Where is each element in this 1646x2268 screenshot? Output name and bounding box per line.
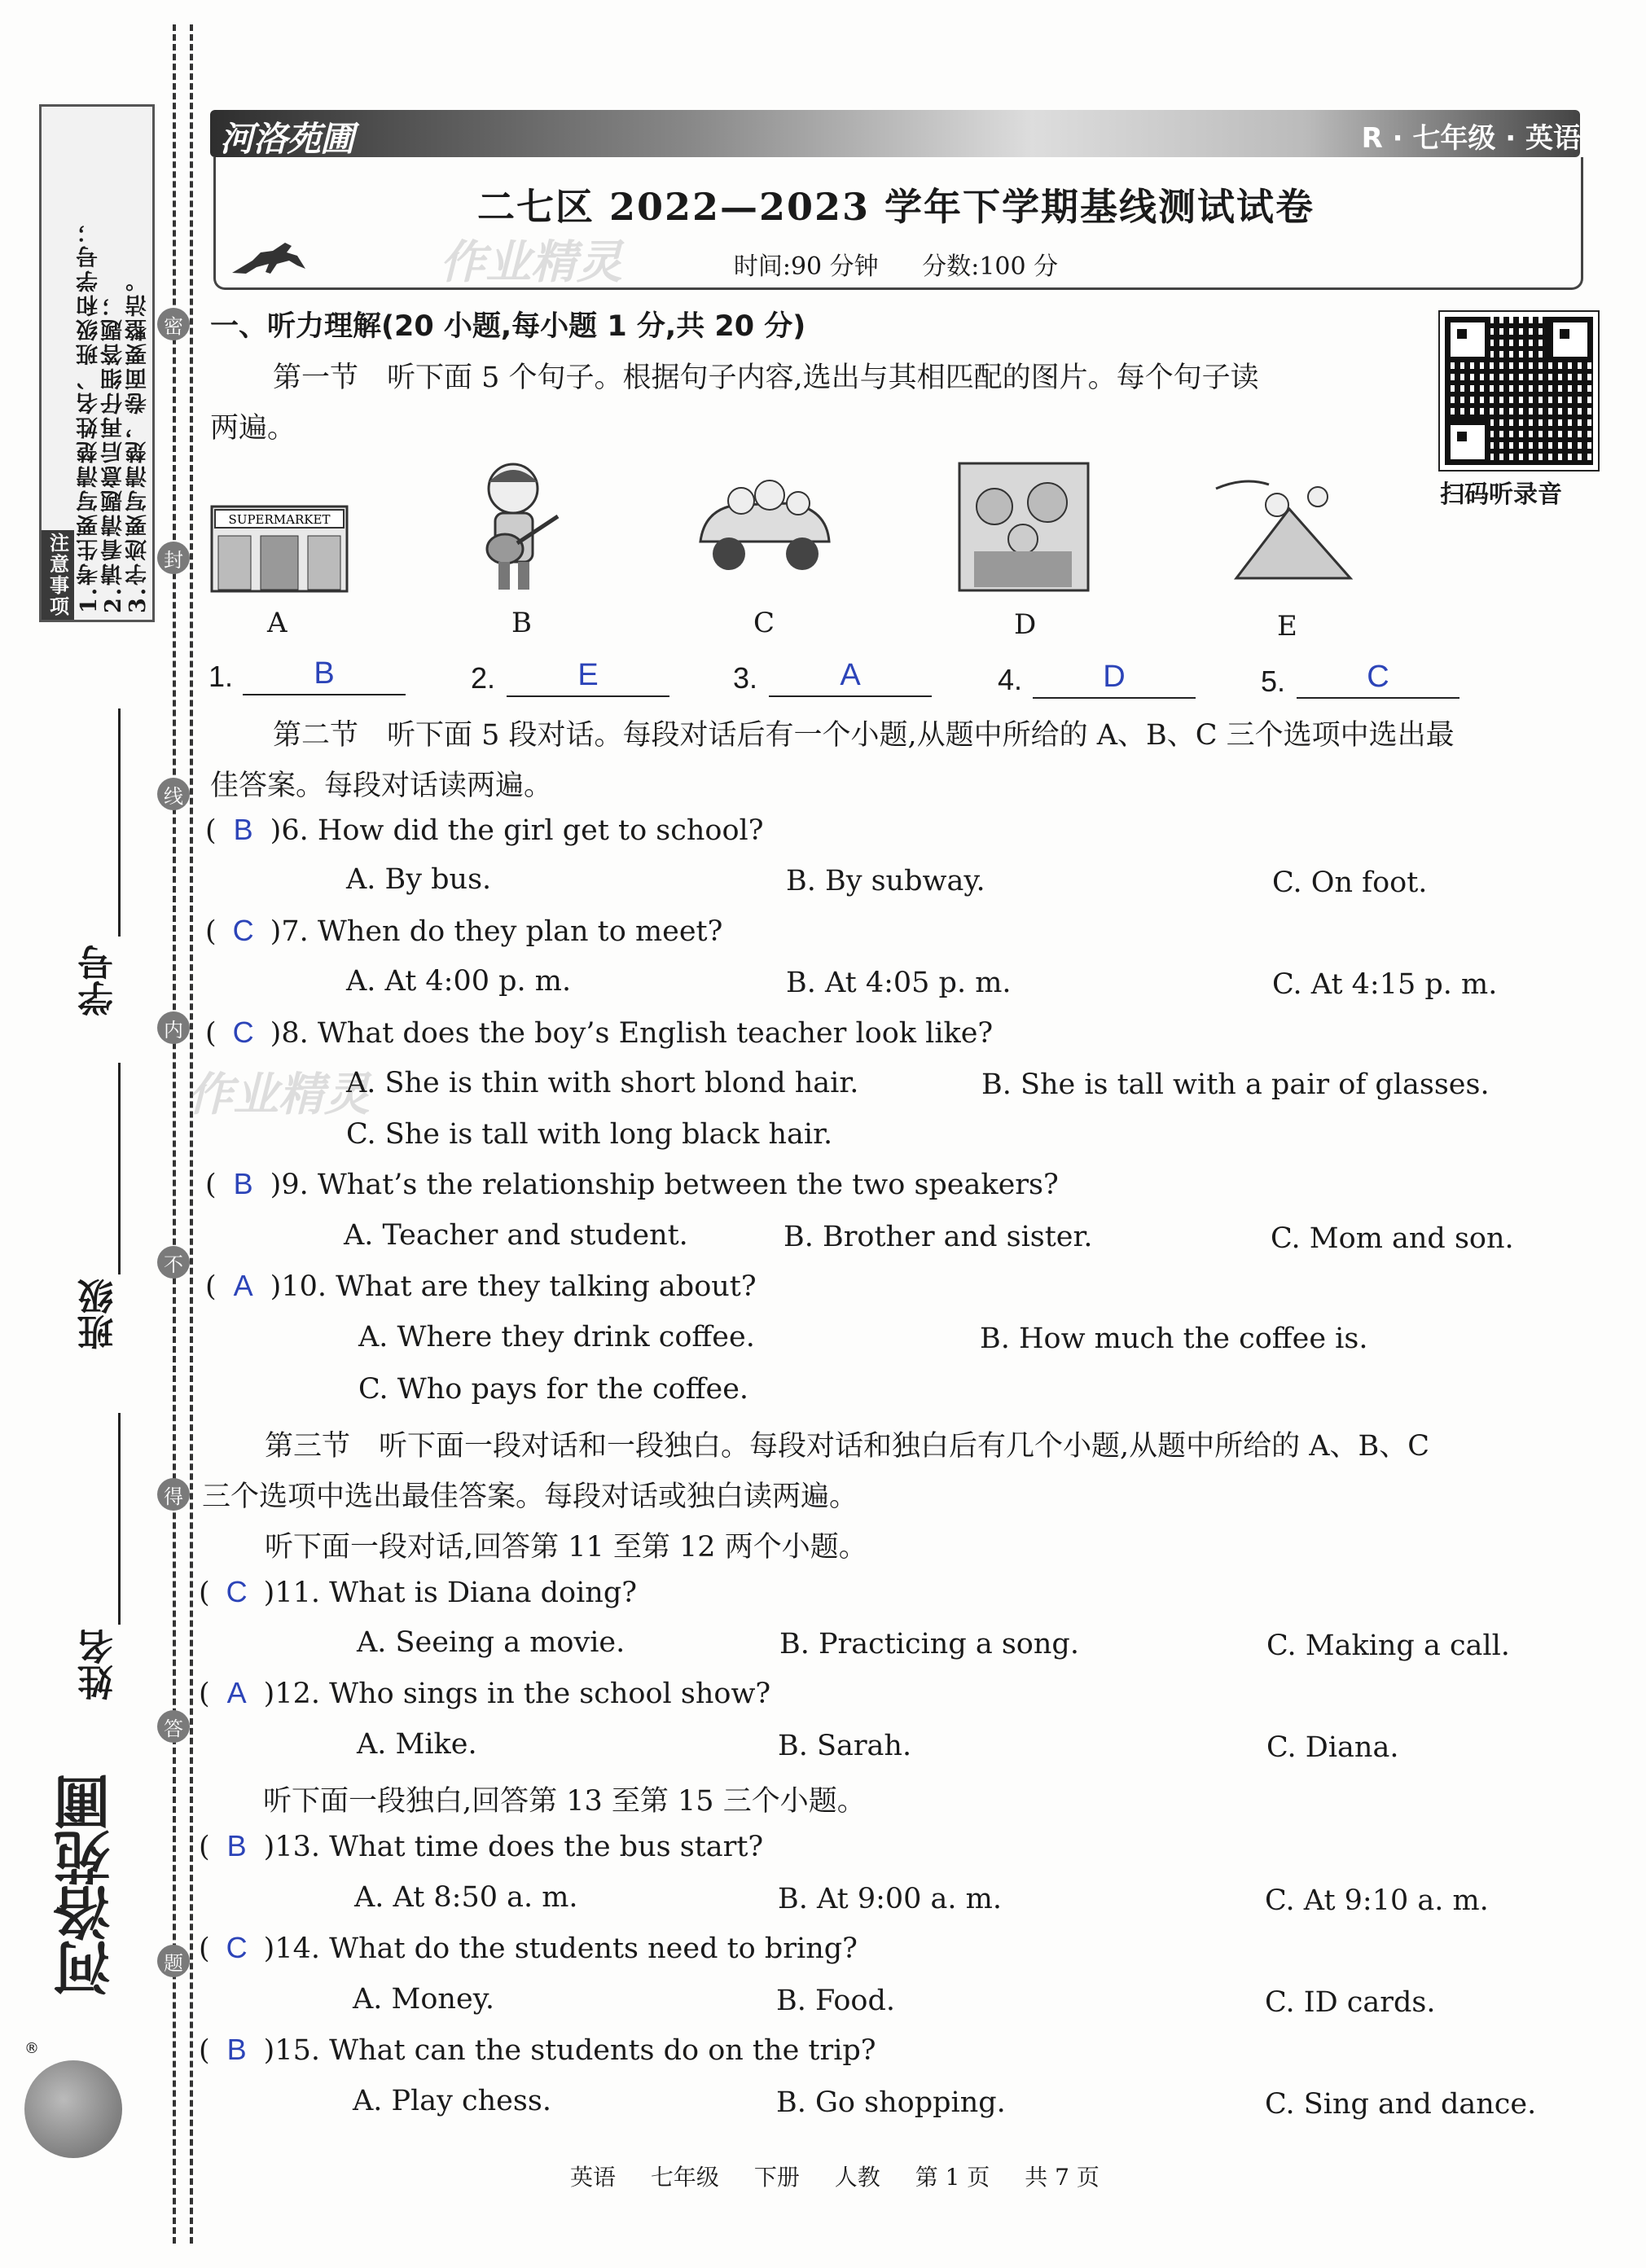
option-b: B. Sarah. bbox=[778, 1730, 912, 1762]
question-answer[interactable]: B bbox=[233, 1167, 253, 1200]
question-6: ( B )6. How did the girl get to school? bbox=[205, 813, 764, 847]
option-c: C. At 9:10 a. m. bbox=[1265, 1884, 1489, 1917]
section-heading: 一、听力理解(20 小题,每小题 1 分,共 20 分) bbox=[210, 310, 806, 343]
seal-char: 线 bbox=[157, 778, 190, 810]
picture-b-guitar-boy bbox=[472, 458, 562, 592]
picture-label: A bbox=[267, 607, 288, 639]
picture-a-supermarket bbox=[210, 505, 349, 593]
answer-value: B bbox=[314, 656, 335, 691]
option-a: A. Money. bbox=[353, 1983, 494, 2016]
seal-char: 题 bbox=[157, 1945, 190, 1977]
option-a: A. Where they drink coffee. bbox=[358, 1321, 755, 1353]
option-b: B. Practicing a song. bbox=[779, 1628, 1079, 1660]
part1-instruction: 第一节 听下面 5 个句子。根据句子内容,选出与其相匹配的图片。每个句子读 bbox=[273, 362, 1259, 394]
option-b: B. Food. bbox=[776, 1985, 896, 2017]
monologue-intro: 听下面一段独白,回答第 13 至第 15 三个小题。 bbox=[263, 1785, 866, 1818]
side-brand-logo: 河洛苑圃 bbox=[53, 1775, 120, 1997]
option-b: B. By subway. bbox=[786, 865, 985, 897]
watermark: 作业精灵 bbox=[440, 236, 622, 289]
question-10: ( A )10. What are they talking about? bbox=[205, 1269, 757, 1303]
exam-time: 时间:90 分钟 bbox=[733, 252, 879, 281]
question-answer[interactable]: C bbox=[232, 914, 254, 947]
option-a: A. At 4:00 p. m. bbox=[346, 965, 572, 998]
seal-char: 内 bbox=[157, 1011, 190, 1044]
question-13: ( B )13. What time does the bus start? bbox=[199, 1829, 764, 1863]
binding-dashed-line-1 bbox=[173, 24, 176, 2244]
picture-label: C bbox=[753, 607, 775, 639]
answer-value: A bbox=[840, 658, 861, 692]
option-b: B. Go shopping. bbox=[776, 2086, 1006, 2119]
question-11: ( C )11. What is Diana doing? bbox=[199, 1575, 637, 1609]
option-a: A. By bus. bbox=[346, 863, 492, 896]
question-answer[interactable]: C bbox=[232, 1016, 254, 1049]
option-c: C. Diana. bbox=[1266, 1731, 1399, 1764]
dialog-intro: 听下面一段对话,回答第 11 至第 12 两个小题。 bbox=[265, 1531, 867, 1564]
question-stem: 7. When do they plan to meet? bbox=[281, 915, 723, 948]
footer-volume: 下册 bbox=[753, 2164, 800, 2191]
question-answer[interactable]: B bbox=[226, 2033, 247, 2066]
student-id-field[interactable] bbox=[57, 708, 130, 1034]
option-c: C. Mom and son. bbox=[1271, 1222, 1514, 1255]
answer-blank[interactable] bbox=[243, 658, 406, 695]
option-c: C. Making a call. bbox=[1266, 1630, 1510, 1662]
answer-number: 3. bbox=[733, 661, 758, 695]
question-8: ( C )8. What does the boy’s English teacher look like? bbox=[205, 1016, 994, 1050]
option-b: B. She is tall with a pair of glasses. bbox=[981, 1068, 1490, 1101]
notice-text bbox=[77, 113, 149, 613]
question-answer[interactable]: A bbox=[226, 1676, 247, 1709]
footer-edition: 人教 bbox=[834, 2164, 880, 2191]
question-12: ( A )12. Who sings in the school show? bbox=[199, 1676, 771, 1710]
answer-value: D bbox=[1103, 660, 1126, 694]
question-7: ( C )7. When do they plan to meet? bbox=[205, 914, 723, 948]
option-a: A. Teacher and student. bbox=[344, 1219, 688, 1252]
option-c: C. Who pays for the coffee. bbox=[358, 1373, 749, 1406]
part2-instruction: 第二节 听下面 5 段对话。每段对话后有一个小题,从题中所给的 A、B、C 三个选项中选出最 bbox=[273, 719, 1455, 752]
answer-number: 1. bbox=[208, 660, 234, 693]
question-stem: 8. What does the boy’s English teacher look like? bbox=[281, 1017, 994, 1050]
notice-box bbox=[39, 104, 155, 622]
question-stem: 11. What is Diana doing? bbox=[274, 1577, 637, 1609]
option-a: A. Mike. bbox=[357, 1728, 477, 1761]
option-b: B. How much the coffee is. bbox=[980, 1323, 1368, 1355]
part1-instruction-cont: 两遍。 bbox=[210, 412, 296, 445]
seal-char: 答 bbox=[157, 1710, 190, 1743]
notice-line: 3.字迹要写清楚，卷面要整洁。 bbox=[125, 267, 151, 613]
answer-number: 5. bbox=[1261, 665, 1286, 698]
option-b: B. At 9:00 a. m. bbox=[778, 1883, 1002, 1915]
question-stem: 15. What can the students do on the trip? bbox=[274, 2034, 876, 2067]
question-answer[interactable]: C bbox=[226, 1575, 248, 1608]
seal-char: 封 bbox=[157, 542, 190, 574]
option-a: A. At 8:50 a. m. bbox=[354, 1881, 578, 1914]
name-field[interactable] bbox=[57, 1413, 130, 1722]
answer-blank[interactable] bbox=[769, 660, 932, 697]
answer-value: C bbox=[1367, 660, 1389, 694]
question-stem: 14. What do the students need to bring? bbox=[274, 1932, 858, 1965]
part2-instruction-cont: 佳答案。每段对话读两遍。 bbox=[210, 770, 553, 802]
option-a: A. Seeing a movie. bbox=[357, 1626, 625, 1659]
question-stem: 13. What time does the bus start? bbox=[274, 1831, 764, 1863]
question-9: ( B )9. What’s the relationship between the two speakers? bbox=[205, 1167, 1059, 1201]
footer-subject: 英语 bbox=[570, 2164, 617, 2191]
name-label: 姓名 bbox=[78, 1629, 120, 1700]
seal-char: 得 bbox=[157, 1478, 190, 1511]
option-b: B. At 4:05 p. m. bbox=[786, 967, 1012, 999]
student-id-label: 学号 bbox=[78, 945, 120, 1016]
exam-score: 分数:100 分 bbox=[922, 252, 1059, 281]
option-a: A. She is thin with short blond hair. bbox=[346, 1067, 859, 1099]
notice-label: 注意事项 bbox=[42, 530, 74, 620]
answer-blank[interactable] bbox=[1297, 661, 1459, 699]
grade-subject-tag: R · 七年级 · 英语 bbox=[1361, 122, 1581, 155]
option-c: C. ID cards. bbox=[1265, 1986, 1436, 2019]
answer-value: E bbox=[577, 658, 599, 692]
option-b: B. Brother and sister. bbox=[783, 1221, 1093, 1253]
footer-grade: 七年级 bbox=[650, 2164, 719, 2191]
qr-caption: 扫码听录音 bbox=[1440, 480, 1562, 509]
seal-char: 不 bbox=[157, 1246, 190, 1279]
picture-label: E bbox=[1277, 610, 1297, 643]
qr-eye bbox=[1445, 419, 1490, 465]
class-field[interactable] bbox=[57, 1063, 130, 1388]
option-c: C. On foot. bbox=[1272, 866, 1428, 899]
exam-meta bbox=[213, 246, 1578, 282]
question-14: ( C )14. What do the students need to bring? bbox=[199, 1931, 858, 1965]
footer-page: 第 1 页 bbox=[915, 2164, 990, 2191]
footer-total: 共 7 页 bbox=[1025, 2164, 1100, 2191]
question-stem: 9. What’s the relationship between the two speakers? bbox=[281, 1169, 1059, 1201]
picture-c-family-car bbox=[692, 464, 835, 578]
picture-label: D bbox=[1014, 608, 1037, 641]
answer-number: 2. bbox=[471, 661, 496, 695]
notice-line: 2.请看清题意后再仔细答题； bbox=[101, 292, 126, 613]
picture-label: B bbox=[511, 607, 532, 639]
student-id-line bbox=[118, 708, 121, 937]
name-line bbox=[118, 1413, 121, 1625]
picture-e-mountain-climbing bbox=[1212, 472, 1354, 582]
question-stem: 12. Who sings in the school show? bbox=[274, 1678, 771, 1710]
part3-instruction: 第三节 听下面一段对话和一段独白。每段对话和独白后有几个小题,从题中所给的 A、B、C bbox=[265, 1430, 1430, 1463]
picture-d-family-portrait bbox=[958, 462, 1090, 592]
class-line bbox=[118, 1063, 121, 1274]
notice-line: 1.考生要写清楚姓名、班级和学号； bbox=[77, 218, 102, 613]
question-stem: 10. What are they talking about? bbox=[281, 1270, 757, 1303]
exam-title: 二七区 2022—2023 学年下学期基线测试试卷 bbox=[476, 185, 1315, 229]
watermark: 作业精灵 bbox=[187, 1068, 370, 1121]
option-c: C. She is tall with long black hair. bbox=[346, 1118, 833, 1151]
option-c: C. At 4:15 p. m. bbox=[1272, 968, 1498, 1001]
question-answer[interactable]: A bbox=[233, 1269, 253, 1302]
seal-char: 密 bbox=[157, 308, 190, 340]
question-answer[interactable]: C bbox=[226, 1931, 248, 1964]
part3-instruction-cont: 三个选项中选出最佳答案。每段对话或独白读两遍。 bbox=[202, 1481, 858, 1513]
supermarket-sign: SUPERMARKET bbox=[228, 512, 331, 527]
qr-code[interactable] bbox=[1440, 312, 1598, 470]
registered-mark: ® bbox=[24, 2040, 39, 2057]
page-footer bbox=[570, 2160, 1127, 2192]
option-c: C. Sing and dance. bbox=[1265, 2088, 1537, 2121]
answer-blank[interactable] bbox=[1033, 661, 1196, 699]
question-answer[interactable]: B bbox=[233, 813, 253, 846]
brand-emblem-icon bbox=[24, 2060, 122, 2158]
qr-eye bbox=[1445, 317, 1490, 362]
answer-number: 4. bbox=[998, 663, 1023, 696]
qr-eye bbox=[1547, 317, 1593, 362]
header-brand: 河洛苑圃 bbox=[220, 119, 354, 159]
class-label: 班级 bbox=[78, 1279, 120, 1350]
answer-blank[interactable] bbox=[507, 660, 669, 697]
question-stem: 6. How did the girl get to school? bbox=[281, 814, 764, 847]
binding-dashed-line-2 bbox=[190, 24, 193, 2244]
option-a: A. Play chess. bbox=[353, 2085, 551, 2117]
question-15: ( B )15. What can the students do on the trip? bbox=[199, 2033, 876, 2067]
question-answer[interactable]: B bbox=[226, 1829, 247, 1862]
